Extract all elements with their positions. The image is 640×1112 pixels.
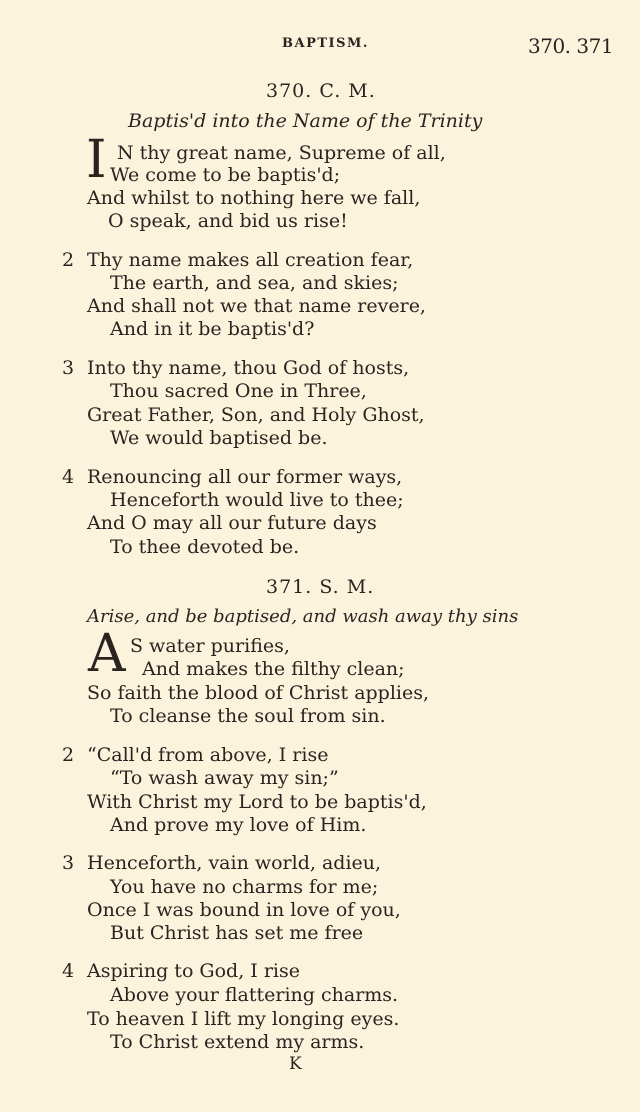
verse-line: Thy name makes all creation fear, xyxy=(87,249,414,271)
running-head: BAPTISM. xyxy=(282,36,369,51)
verse-line: Above your flattering charms. xyxy=(110,984,399,1006)
verse-line: Once I was bound in love of you, xyxy=(87,899,401,921)
verse-line: Henceforth would live to thee; xyxy=(110,489,404,511)
verse-line: The earth, and sea, and skies; xyxy=(110,272,399,294)
verse-line: And whilst to nothing here we fall, xyxy=(87,187,421,209)
verse-line: We would baptised be. xyxy=(110,427,328,449)
verse-line: To cleanse the soul from sin. xyxy=(110,705,386,727)
verse-line: S water purifies, xyxy=(130,635,290,657)
verse-line: “Call'd from above, I rise xyxy=(87,744,329,766)
verse-line: And shall not we that name revere, xyxy=(87,295,426,317)
hymn-subtitle: Arise, and be baptised, and wash away thy sins xyxy=(87,606,519,627)
verse-line: To Christ extend my arms. xyxy=(110,1031,365,1053)
verse-number: 4 xyxy=(62,466,75,488)
verse-line: So faith the blood of Christ applies, xyxy=(87,682,430,704)
verse-line: Henceforth, vain world, adieu, xyxy=(87,852,382,874)
verse-number: 3 xyxy=(62,357,75,379)
verse-line: And prove my love of Him. xyxy=(110,814,367,836)
verse-line: Thou sacred One in Three, xyxy=(110,380,367,402)
verse-line: Into thy name, thou God of hosts, xyxy=(87,357,410,379)
verse-line: With Christ my Lord to be baptis'd, xyxy=(87,791,427,813)
verse-line: To heaven I lift my longing eyes. xyxy=(87,1008,400,1030)
page-numbers: 370. 371 xyxy=(528,34,614,58)
verse-line: But Christ has set me free xyxy=(110,922,364,944)
drop-cap: I xyxy=(86,130,107,190)
hymn-heading: 371. S. M. xyxy=(266,576,375,598)
verse-line: Renouncing all our former ways, xyxy=(87,466,403,488)
verse-number: 3 xyxy=(62,852,75,874)
verse-line: “To wash away my sin;” xyxy=(110,767,339,789)
verse-line: And makes the filthy clean; xyxy=(142,658,405,680)
verse-number: 2 xyxy=(62,744,75,766)
verse-line: And O may all our future days xyxy=(87,512,377,534)
verse-number: 4 xyxy=(62,960,75,982)
verse-line: You have no charms for me; xyxy=(110,876,379,898)
verse-line: Aspiring to God, I rise xyxy=(87,960,300,982)
drop-cap: A xyxy=(88,624,126,684)
verse-line: To thee devoted be. xyxy=(110,536,300,558)
hymn-heading: 370. C. M. xyxy=(266,80,376,102)
signature-mark: K xyxy=(289,1054,302,1074)
hymn-subtitle: Baptis'd into the Name of the Trinity xyxy=(128,110,483,132)
verse-line: And in it be baptis'd? xyxy=(110,318,315,340)
verse-line: Great Father, Son, and Holy Ghost, xyxy=(87,404,425,426)
verse-line: N thy great name, Supreme of all, xyxy=(117,142,446,164)
verse-line: We come to be baptis'd; xyxy=(110,164,341,186)
verse-number: 2 xyxy=(62,249,75,271)
verse-line: O speak, and bid us rise! xyxy=(108,210,348,232)
